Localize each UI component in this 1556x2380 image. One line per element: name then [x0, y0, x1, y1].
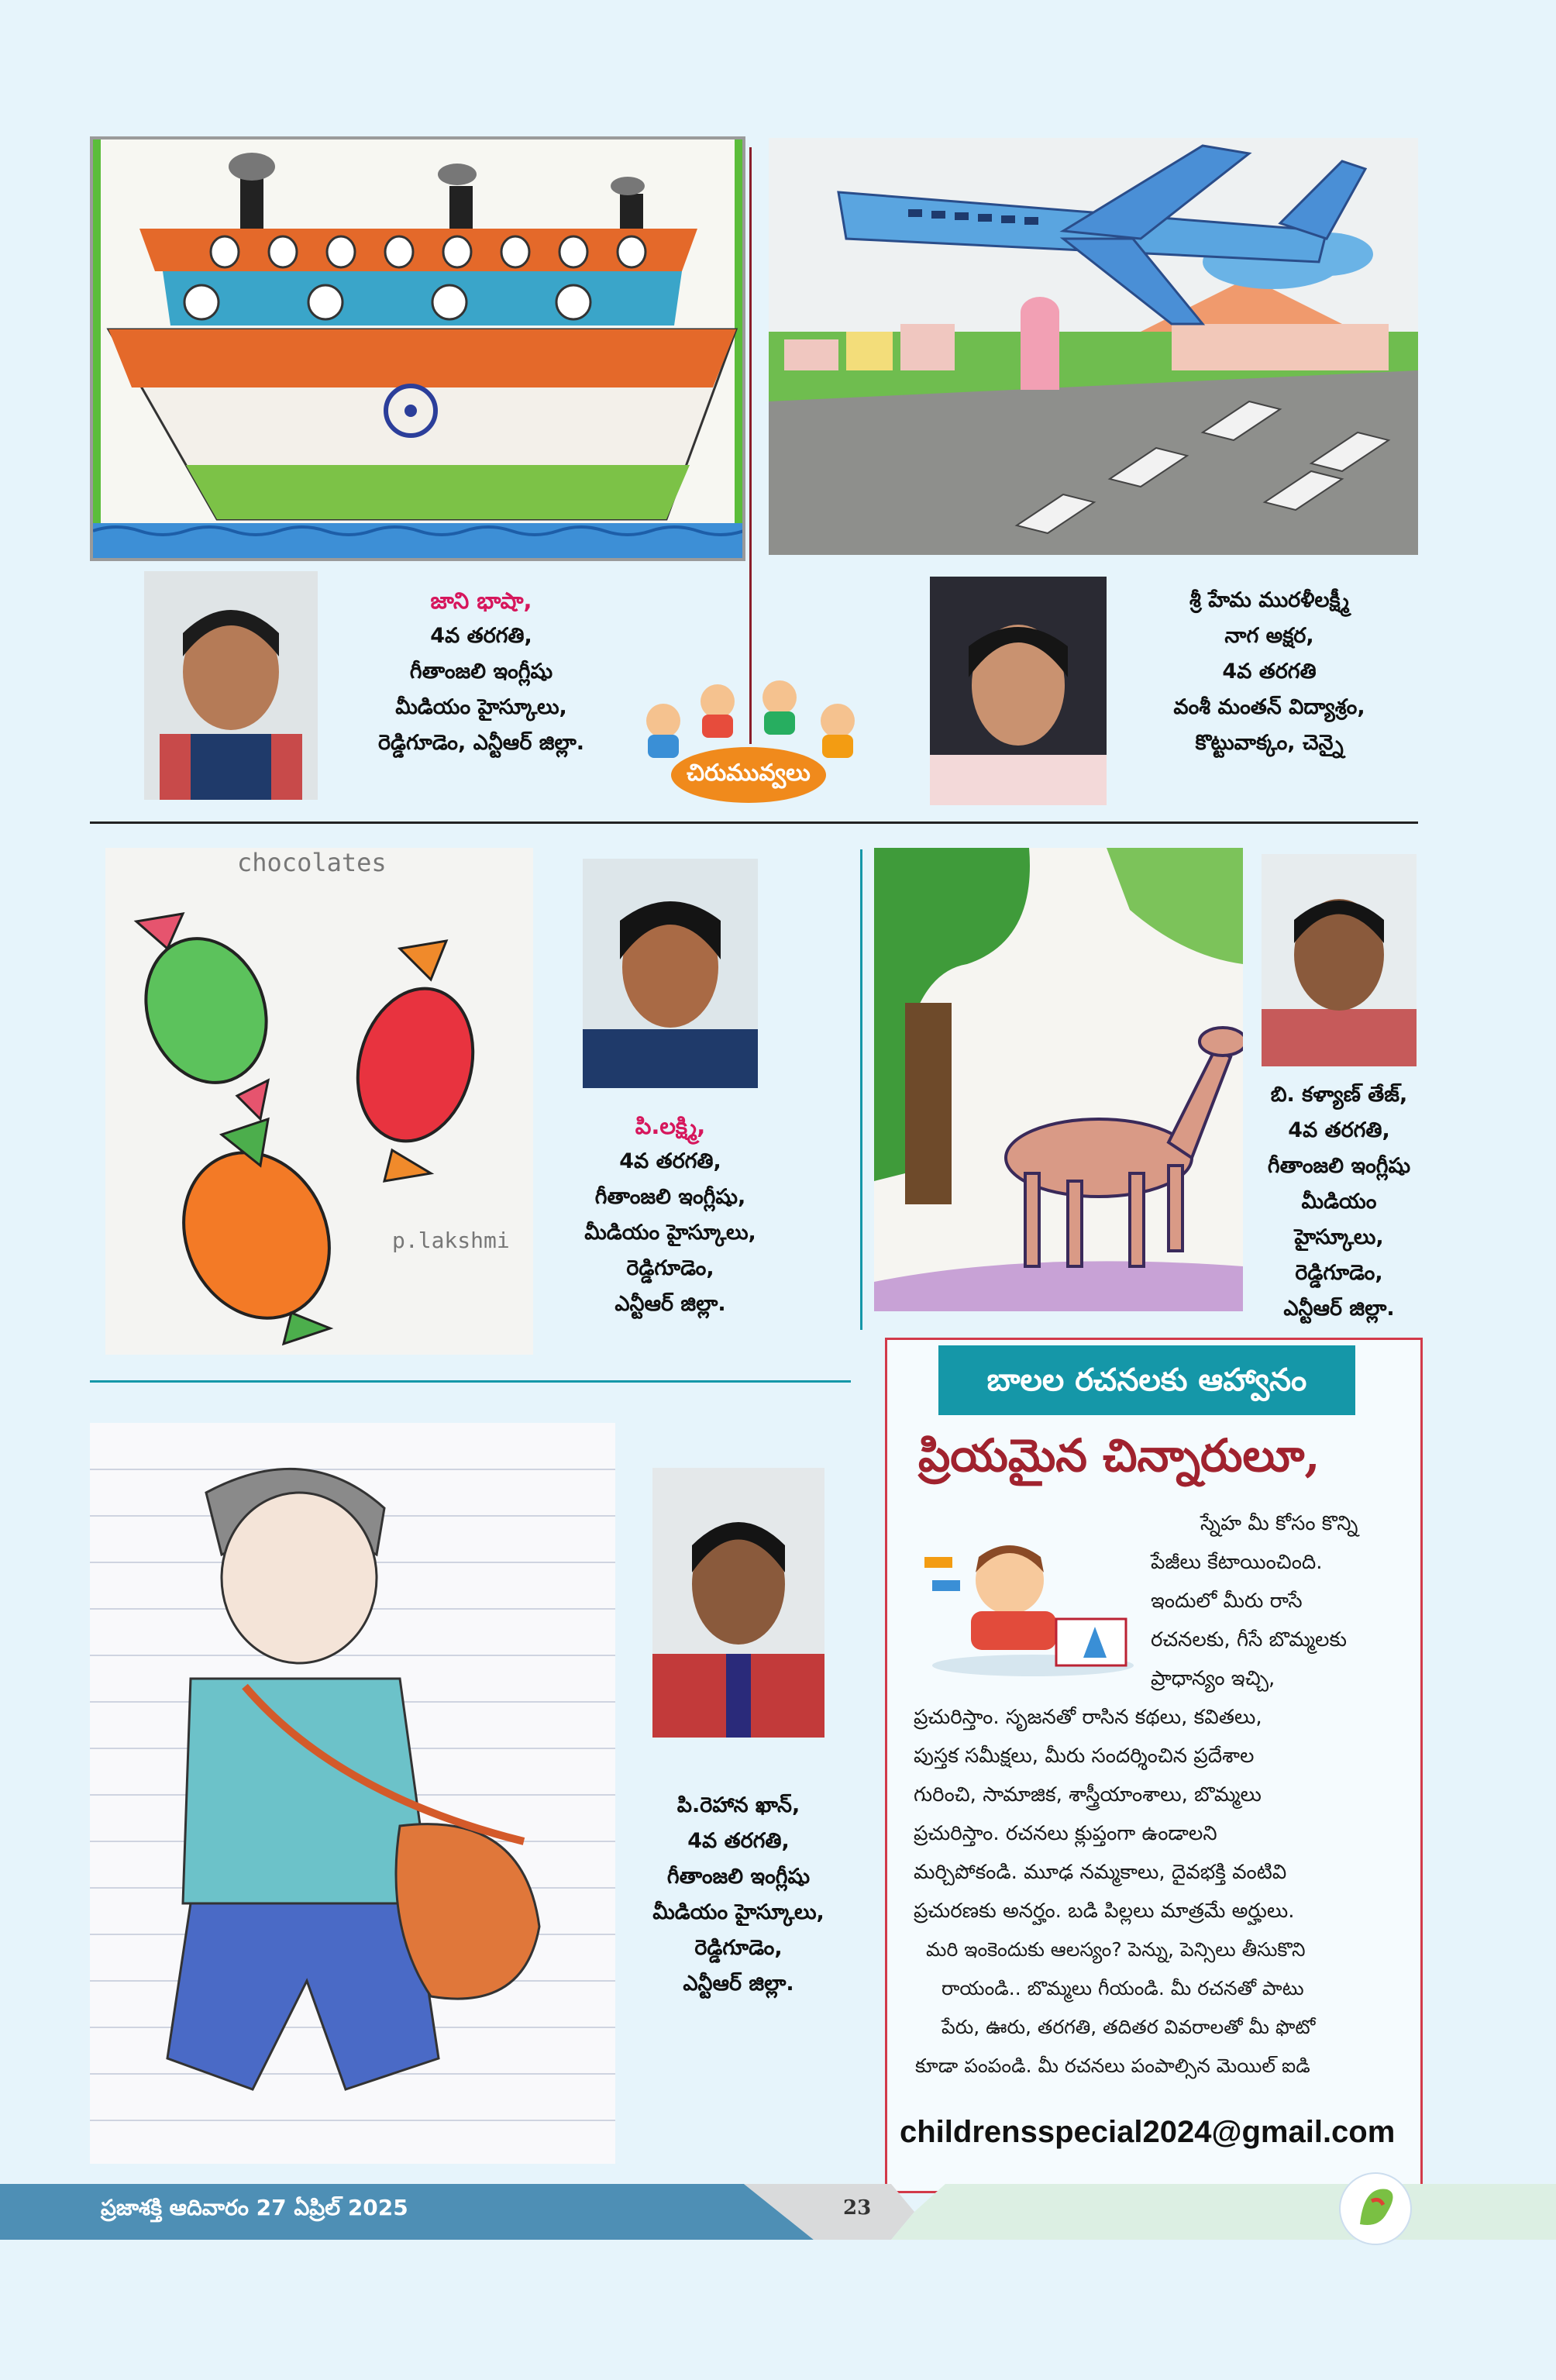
- entry-line: 4వ తరగతి,: [619, 1149, 721, 1173]
- chocolates-signature: p.lakshmi: [392, 1228, 510, 1253]
- invite-body-line: గురించి, సామాజిక, శాస్త్రీయాంశాలు, బొమ్మలు: [914, 1783, 1262, 1807]
- top-horizontal-rule: [90, 821, 1418, 824]
- entry-line: 4వ తరగతి,: [687, 1829, 790, 1853]
- entry-line: మీడియం: [1301, 1190, 1377, 1214]
- footer-publication: ప్రజాశక్తి ఆదివారం 27 ఏప్రిల్ 2025: [101, 2195, 408, 2220]
- entry-line: హైస్కూలు,: [1294, 1225, 1384, 1249]
- entry-line: గీతాంజలి ఇంగ్లీషు,: [594, 1185, 746, 1209]
- boy-drawing: [90, 1423, 615, 2164]
- invitation-greeting: ప్రియమైన చిన్నారులూ,: [918, 1429, 1320, 1482]
- middle-horizontal-rule: [90, 1380, 851, 1383]
- student-photo-1: [144, 571, 318, 800]
- invite-body-line: ఇందులో మీరు రాసే: [1151, 1590, 1303, 1613]
- invite-body-line: రచనలకు, గీసే బొమ్మలకు: [1151, 1628, 1348, 1652]
- entry-line: ఎన్టీఆర్ జిల్లా.: [1283, 1297, 1395, 1321]
- entry-name: జాని భాషా,: [430, 587, 532, 614]
- student-photo-5: [652, 1468, 824, 1738]
- entry-line: రెడ్డిగూడెం, ఎన్టీఆర్ జిల్లా.: [377, 731, 585, 755]
- entry-name: బి. కళ్యాణ్ తేజ్,: [1270, 1083, 1408, 1107]
- entry-line: నాగ అక్షర,: [1224, 624, 1314, 648]
- entry-caption-4: [1232, 1077, 1446, 1327]
- invite-body-line: ప్రచురిస్తాం. సృజనతో రాసిన కథలు, కవితలు,: [914, 1706, 1262, 1729]
- entry-line: కొట్టువాక్కం, చెన్నై: [1195, 731, 1344, 755]
- entry-line: 4వ తరగతి,: [1288, 1118, 1390, 1142]
- chocolates-title: chocolates: [237, 848, 387, 877]
- invite-body-line: రాయండి.. బొమ్మలు గీయండి. మీ రచనతో పాటు: [942, 1977, 1304, 1999]
- airplane-drawing: [769, 138, 1418, 555]
- footer-logo-icon: [1333, 2170, 1418, 2247]
- entry-line: రెడ్డిగూడెం,: [1295, 1261, 1383, 1285]
- entry-name: శ్రీ హేమ మురళీలక్ష్మీ: [1189, 588, 1349, 612]
- student-photo-2: [930, 577, 1107, 805]
- entry-line: 4వ తరగతి,: [430, 624, 532, 648]
- invite-body-line: కూడా పంపండి. మీ రచనలు పంపాల్సిన మెయిల్ ఐడి: [915, 2055, 1310, 2077]
- invite-body-line: పుస్తక సమీక్షలు, మీరు సందర్శించిన ప్రదేశాల: [914, 1745, 1255, 1768]
- entry-name: పి.రెహాన ఖాన్,: [676, 1793, 800, 1817]
- invite-body-line: మరి ఇంకెందుకు ఆలస్యం? పెన్ను, పెన్సిలు తీసుకొని: [926, 1938, 1306, 1961]
- invitation-title: బాలల రచనలకు ఆహ్వానం: [938, 1345, 1355, 1415]
- invite-body-line: ప్రాధాన్యం ఇచ్చి,: [1151, 1667, 1275, 1690]
- page-number: 23: [843, 2196, 872, 2220]
- chocolates-drawing: [105, 848, 533, 1355]
- top-vertical-divider: [749, 147, 752, 744]
- invite-body-line: మర్చిపోకండి. మూఢ నమ్మకాలు, దైవభక్తి వంటివి: [914, 1861, 1287, 1884]
- entry-line: రెడ్డిగూడెం,: [694, 1936, 783, 1960]
- entry-line: 4వ తరగతి: [1222, 660, 1317, 684]
- entry-line: గీతాంజలి ఇంగ్లీషు: [666, 1865, 811, 1889]
- entry-caption-5: [626, 1788, 851, 2002]
- section-logo: [632, 674, 865, 806]
- invite-body-line: ప్రచురణకు అనర్హం. బడి పిల్లలు మాత్రమే అర్హులు.: [914, 1900, 1295, 1923]
- invitation-email[interactable]: childrensspecial2024@gmail.com: [900, 2115, 1396, 2149]
- entry-caption-1: [353, 583, 609, 761]
- entry-name: పి.లక్ష్మి,: [635, 1113, 706, 1139]
- invitation-box: [885, 1338, 1423, 2193]
- student-photo-4: [1262, 854, 1417, 1066]
- invite-body-line: ప్రచురిస్తాం. రచనలు క్లుప్తంగా ఉండాలని: [914, 1822, 1217, 1845]
- section-logo-text: చిరుమువ్వలు: [687, 759, 811, 787]
- ship-drawing: [90, 136, 745, 561]
- invite-body-line: స్నేహ మీ కోసం కొన్ని: [1200, 1512, 1358, 1535]
- invite-body-line: పేరు, ఊరు, తరగతి, తదితర వివరాలతో మీ ఫొటో: [942, 2016, 1316, 2038]
- entry-line: మీడియం హైస్కూలు,: [395, 695, 567, 719]
- entry-line: ఎన్టీఆర్ జిల్లా.: [614, 1292, 726, 1316]
- entry-line: మీడియం హైస్కూలు,: [652, 1900, 824, 1924]
- entry-line: గీతాంజలి ఇంగ్లీషు: [1267, 1154, 1411, 1178]
- entry-caption-3: [558, 1108, 783, 1322]
- entry-line: ఎన్టీఆర్ జిల్లా.: [683, 1972, 794, 1996]
- invite-body-line: పేజీలు కేటాయించింది.: [1151, 1551, 1323, 1574]
- entry-line: గీతాంజలి ఇంగ్లీషు: [409, 660, 553, 684]
- entry-line: రెడ్డిగూడెం,: [626, 1256, 714, 1280]
- entry-line: మీడియం హైస్కూలు,: [584, 1221, 756, 1245]
- entry-line: వంశీ మంతన్ విద్యాశ్రం,: [1173, 695, 1365, 719]
- deer-drawing: [874, 848, 1243, 1311]
- middle-vertical-divider: [860, 849, 862, 1330]
- kid-illustration: [917, 1526, 1141, 1681]
- student-photo-3: [583, 859, 758, 1088]
- entry-caption-2: [1138, 583, 1401, 761]
